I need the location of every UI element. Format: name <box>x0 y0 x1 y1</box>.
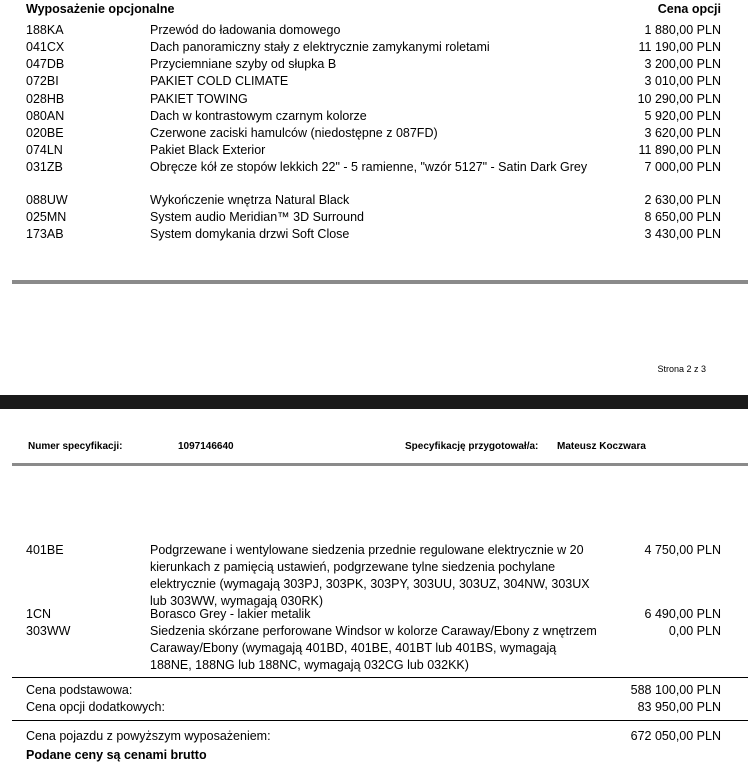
option-description: Podgrzewane i wentylowane siedzenia przednie regulowane elektrycznie w 20 kierunkach z pamięcią ustawień, podgrzewane tylne siedzenia pochylane elektrycznie (wymagają 303PJ, 303PK, 303PY, 303UU, 303UZ, 304NW, 303UX lub 303WW, wymagają 030RK) <box>150 543 590 608</box>
option-description: System audio Meridian™ 3D Surround <box>150 210 364 224</box>
option-description: Siedzenia skórzane perforowane Windsor w kolorze Caraway/Ebony z wnętrzem Caraway/Ebony (wymagają 401BD, 401BE, 401BT lub 401BS, wymagają 188NE, 188NG lub 188NC, wymagają 032CG lub 032KK) <box>150 624 597 672</box>
price-column-header: Cena opcji <box>657 2 721 16</box>
option-description: Przewód do ładowania domowego <box>150 23 341 37</box>
option-description: Przyciemniane szyby od słupka B <box>150 57 337 71</box>
option-price: 3 620,00 PLN <box>644 126 721 140</box>
option-description: PAKIET TOWING <box>150 92 248 106</box>
option-price: 1 880,00 PLN <box>644 23 721 37</box>
option-description: PAKIET COLD CLIMATE <box>150 74 289 88</box>
option-description: Pakiet Black Exterior <box>150 143 266 157</box>
option-price: 8 650,00 PLN <box>644 210 721 224</box>
base-price-value: 588 100,00 PLN <box>630 683 721 697</box>
option-code: 047DB <box>26 57 65 71</box>
option-price: 6 490,00 PLN <box>644 607 721 621</box>
option-code: 303WW <box>26 624 71 638</box>
total-price-value: 672 050,00 PLN <box>630 729 721 743</box>
option-description: Wykończenie wnętrza Natural Black <box>150 193 350 207</box>
option-code: 028HB <box>26 92 65 106</box>
options-price-label: Cena opcji dodatkowych: <box>26 700 165 714</box>
option-code: 025MN <box>26 210 67 224</box>
base-price-label: Cena podstawowa: <box>26 683 133 697</box>
option-description: Borasco Grey - lakier metalik <box>150 607 311 621</box>
spec-number-label: Numer specyfikacji: <box>28 441 123 452</box>
option-price: 4 750,00 PLN <box>644 543 721 557</box>
option-description: Dach w kontrastowym czarnym kolorze <box>150 109 367 123</box>
option-code: 020BE <box>26 126 64 140</box>
option-code: 080AN <box>26 109 65 123</box>
option-price: 2 630,00 PLN <box>644 193 721 207</box>
option-price: 5 920,00 PLN <box>644 109 721 123</box>
option-code: 173AB <box>26 227 64 241</box>
option-code: 041CX <box>26 40 65 54</box>
option-description: Dach panoramiczny stały z elektrycznie zamykanymi roletami <box>150 40 490 54</box>
spec-number-value: 1097146640 <box>178 441 234 452</box>
option-description: System domykania drzwi Soft Close <box>150 227 350 241</box>
prepared-by-label: Specyfikację przygotował/a: <box>405 441 539 452</box>
page-number: Strona 2 z 3 <box>657 364 706 374</box>
section-divider <box>12 280 748 284</box>
option-price: 3 430,00 PLN <box>644 227 721 241</box>
options-price-value: 83 950,00 PLN <box>637 700 721 714</box>
option-price: 10 290,00 PLN <box>637 92 721 106</box>
option-code: 072BI <box>26 74 59 88</box>
option-code: 031ZB <box>26 160 63 174</box>
option-code: 088UW <box>26 193 68 207</box>
option-price: 11 890,00 PLN <box>638 143 721 157</box>
option-code: 074LN <box>26 143 63 157</box>
options-section-title: Wyposażenie opcjonalne <box>26 2 175 16</box>
summary-divider <box>12 677 748 678</box>
option-price: 3 010,00 PLN <box>644 74 721 88</box>
prepared-by-value: Mateusz Koczwara <box>557 441 646 452</box>
page-break-band <box>0 395 748 409</box>
spec-header-divider <box>12 463 748 466</box>
option-price: 0,00 PLN <box>668 624 721 638</box>
option-price: 11 190,00 PLN <box>638 40 721 54</box>
option-description: Czerwone zaciski hamulców (niedostępne z 087FD) <box>150 126 438 140</box>
option-price: 7 000,00 PLN <box>644 160 721 174</box>
total-price-label: Cena pojazdu z powyższym wyposażeniem: <box>26 729 271 743</box>
option-price: 3 200,00 PLN <box>644 57 721 71</box>
total-divider <box>12 720 748 721</box>
option-description: Obręcze kół ze stopów lekkich 22" - 5 ramienne, "wzór 5127" - Satin Dark Grey <box>150 160 588 174</box>
option-code: 401BE <box>26 543 64 557</box>
gross-prices-note: Podane ceny są cenami brutto <box>26 748 207 762</box>
option-code: 1CN <box>26 607 52 621</box>
option-code: 188KA <box>26 23 64 37</box>
